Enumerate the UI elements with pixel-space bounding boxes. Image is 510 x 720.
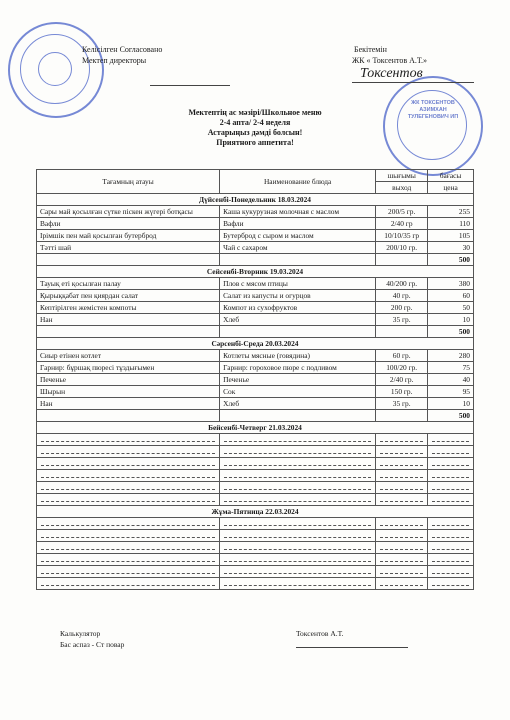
- day-row: [37, 194, 474, 206]
- dish-name-kz: Кептірілген жемістен компоты: [37, 302, 220, 314]
- table-row: [37, 218, 474, 230]
- title-line-4: Приятного аппетита!: [216, 138, 294, 147]
- blank-row: [37, 470, 474, 482]
- director-signature-line: [150, 85, 230, 86]
- day-row: [37, 338, 474, 350]
- total-row: [37, 326, 474, 338]
- day-title: Сейсенбі-Вторник 19.03.2024: [37, 266, 474, 278]
- dish-name-ru: Вафли: [220, 218, 376, 230]
- dish-name-ru: Печенье: [220, 374, 376, 386]
- column-header-output-ru: выход: [376, 182, 428, 194]
- day-row: [37, 266, 474, 278]
- dish-output: 200 гр.: [376, 302, 428, 314]
- entrepreneur-label: ЖК « Токсентов А.Т.»: [352, 56, 427, 65]
- dish-price: 105: [428, 230, 474, 242]
- dish-output: 35 гр.: [376, 314, 428, 326]
- footer-left: [60, 628, 124, 650]
- stamp-text: ЖК ТОКСЕНТОВ АЗИМХАН ТУЛЕГЕНОВИЧ ИП: [407, 100, 459, 120]
- dish-price: 30: [428, 242, 474, 254]
- dish-output: 200/5 гр.: [376, 206, 428, 218]
- blank-row: [37, 542, 474, 554]
- day-total: 500: [428, 410, 474, 422]
- table-row: [37, 386, 474, 398]
- blank-row: [37, 518, 474, 530]
- dish-name-kz: Сары май қосылған сүтке піскен жүгері ботқасы: [37, 206, 220, 218]
- menu-table: [36, 169, 474, 590]
- table-row: [37, 374, 474, 386]
- dish-output: 200/10 гр.: [376, 242, 428, 254]
- blank-row: [37, 554, 474, 566]
- dish-output: 2/40 гр.: [376, 374, 428, 386]
- dish-price: 110: [428, 218, 474, 230]
- dish-price: 280: [428, 350, 474, 362]
- dish-name-ru: Чай с сахаром: [220, 242, 376, 254]
- dish-price: 10: [428, 314, 474, 326]
- approved-label: Бекітемін: [354, 45, 387, 54]
- dish-output: 100/20 гр.: [376, 362, 428, 374]
- blank-row: [37, 530, 474, 542]
- day-row: [37, 422, 474, 434]
- dish-name-ru: Компот из сухофруктов: [220, 302, 376, 314]
- day-row: [37, 506, 474, 518]
- calculator-label: Калькулятор: [60, 629, 101, 638]
- handwritten-signature: Токсентов: [360, 66, 423, 81]
- day-title: Дүйсенбі-Понедельник 18.03.2024: [37, 194, 474, 206]
- dish-name-kz: Тәтті шай: [37, 242, 220, 254]
- dish-price: 10: [428, 398, 474, 410]
- day-title: Жұма-Пятница 22.03.2024: [37, 506, 474, 518]
- total-row: [37, 254, 474, 266]
- dish-name-kz: Нан: [37, 398, 220, 410]
- table-row: [37, 230, 474, 242]
- approver-signature-line: [352, 82, 474, 83]
- column-header-kz: Тағамның атауы: [37, 170, 220, 194]
- head-cook-label: Бас аспаз - Ст повар: [60, 640, 125, 649]
- dish-name-ru: Хлеб: [220, 398, 376, 410]
- column-header-output-kz: шығымы: [376, 170, 428, 182]
- dish-name-kz: Тауық еті қосылған палау: [37, 278, 220, 290]
- dish-name-ru: Плов с мясом птицы: [220, 278, 376, 290]
- agreed-label: Келісілген Согласовано: [82, 45, 163, 54]
- blank-row: [37, 446, 474, 458]
- title-line-2: 2-4 апта/ 2-4 неделя: [219, 118, 291, 127]
- table-row: [37, 278, 474, 290]
- dish-name-ru: Котлеты мясные (говядина): [220, 350, 376, 362]
- dish-name-kz: Нан: [37, 314, 220, 326]
- header-agreed: [82, 44, 162, 66]
- dish-price: 60: [428, 290, 474, 302]
- dish-name-kz: Гарнир: бұршақ пюресі тұздығымен: [37, 362, 220, 374]
- column-header-price-ru: цена: [428, 182, 474, 194]
- dish-price: 50: [428, 302, 474, 314]
- table-row: [37, 242, 474, 254]
- dish-name-ru: Гарнир: гороховое пюре с подливом: [220, 362, 376, 374]
- dish-name-kz: Қырыққабат пен қиярдан салат: [37, 290, 220, 302]
- dish-output: 2/40 гр: [376, 218, 428, 230]
- dish-name-ru: Хлеб: [220, 314, 376, 326]
- header-approved: [352, 44, 427, 66]
- day-title: Сәрсенбі-Среда 20.03.2024: [37, 338, 474, 350]
- dish-name-kz: Вафли: [37, 218, 220, 230]
- dish-name-ru: Бутерброд с сыром и маслом: [220, 230, 376, 242]
- table-row: [37, 362, 474, 374]
- dish-output: 10/10/35 гр: [376, 230, 428, 242]
- dish-name-kz: Печенье: [37, 374, 220, 386]
- table-row: [37, 206, 474, 218]
- blank-row: [37, 566, 474, 578]
- dish-output: 60 гр.: [376, 350, 428, 362]
- dish-price: 40: [428, 374, 474, 386]
- footer-signature-line: [296, 647, 408, 648]
- dish-name-ru: Каша кукурузная молочная с маслом: [220, 206, 376, 218]
- day-total: 500: [428, 326, 474, 338]
- column-header-price-kz: бағасы: [428, 170, 474, 182]
- dish-output: 40 гр.: [376, 290, 428, 302]
- table-row: [37, 350, 474, 362]
- table-row: [37, 290, 474, 302]
- day-title: Бейсенбі-Четверг 21.03.2024: [37, 422, 474, 434]
- dish-price: 255: [428, 206, 474, 218]
- blank-row: [37, 494, 474, 506]
- table-row: [37, 302, 474, 314]
- column-header-ru: Наименование блюда: [220, 170, 376, 194]
- dish-output: 40/200 гр.: [376, 278, 428, 290]
- dish-output: 35 гр.: [376, 398, 428, 410]
- school-stamp: [8, 22, 104, 118]
- dish-output: 150 гр.: [376, 386, 428, 398]
- blank-row: [37, 434, 474, 446]
- title-line-3: Астарыңыз дәмді болсын!: [207, 128, 303, 137]
- footer-right-name: Токсентов А.Т.: [296, 629, 344, 638]
- table-row: [37, 398, 474, 410]
- dish-name-ru: Сок: [220, 386, 376, 398]
- title-line-1: Мектептің ас мәзірі/Школьное меню: [188, 108, 322, 117]
- dish-price: 380: [428, 278, 474, 290]
- menu-title: [0, 108, 510, 148]
- blank-row: [37, 458, 474, 470]
- blank-row: [37, 482, 474, 494]
- dish-name-ru: Салат из капусты и огурцов: [220, 290, 376, 302]
- dish-price: 95: [428, 386, 474, 398]
- dish-name-kz: Шырын: [37, 386, 220, 398]
- table-row: [37, 314, 474, 326]
- school-director-label: Мектеп директоры: [82, 56, 147, 65]
- blank-row: [37, 578, 474, 590]
- dish-price: 75: [428, 362, 474, 374]
- total-row: [37, 410, 474, 422]
- day-total: 500: [428, 254, 474, 266]
- dish-name-kz: Сиыр етінен котлет: [37, 350, 220, 362]
- dish-name-kz: Ірімшік пен май қосылған бутерброд: [37, 230, 220, 242]
